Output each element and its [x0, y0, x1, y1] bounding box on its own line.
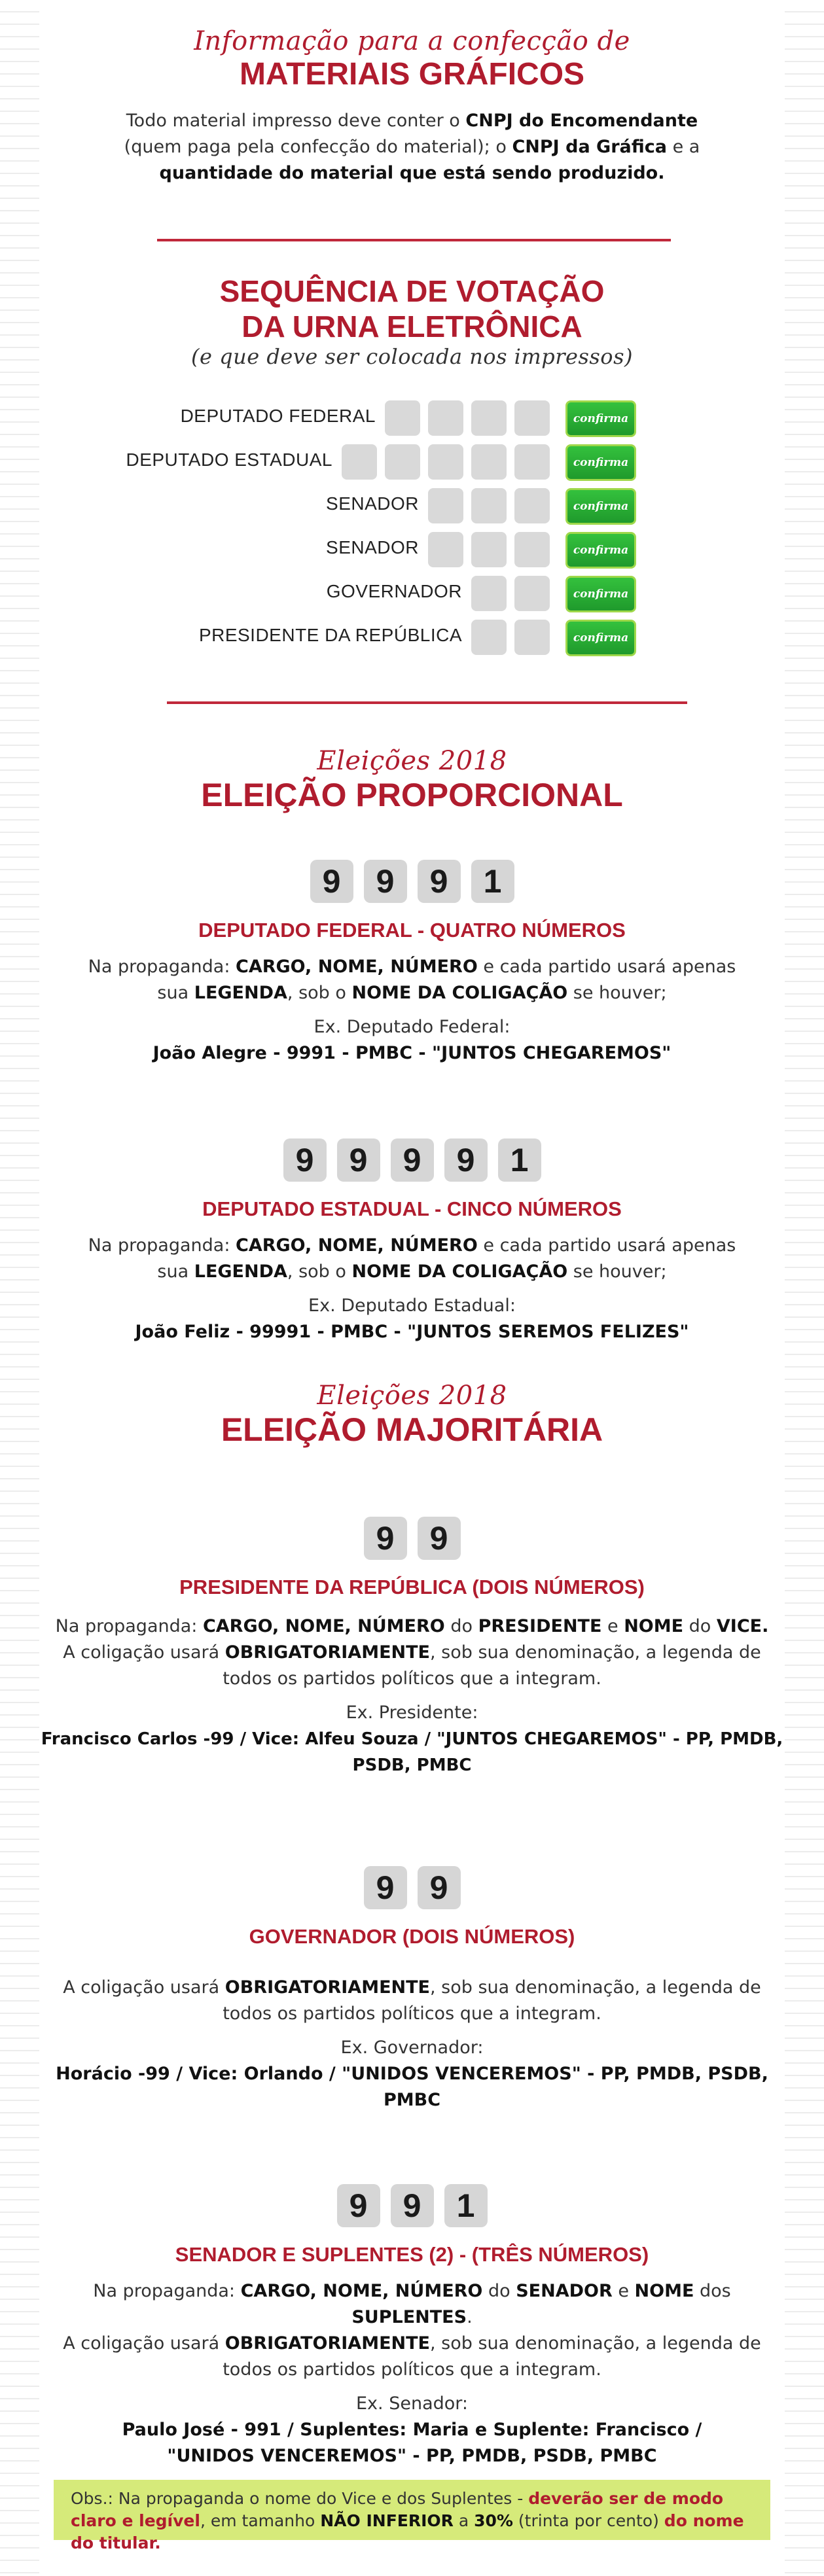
governador-block	[39, 1866, 785, 2113]
confirma-button: confirma	[565, 400, 636, 437]
number-slot	[471, 400, 507, 436]
number-digit: 9	[364, 1517, 407, 1560]
urna-office-label: PRESIDENTE DA REPÚBLICA	[198, 625, 462, 645]
number-slot	[428, 444, 463, 480]
estadual-digits	[39, 1138, 785, 1182]
number-slot	[471, 488, 507, 523]
intro-text: e a	[667, 137, 700, 157]
governador-description: A coligação usará OBRIGATORIAMENTE, sob sua denominação, a legenda de todos os partidos políticos que a integram.	[63, 1977, 761, 2024]
urna-row	[39, 444, 785, 481]
estadual-description: Na propaganda: CARGO, NOME, NÚMERO e cada partido usará apenas sua LEGENDA, sob o NOME DA COLIGAÇÃO se houver;	[88, 1235, 736, 1282]
proporcional-script: Eleições 2018	[317, 746, 507, 776]
observation-note: Obs.: Na propaganda o nome do Vice e dos Suplentes - deverão ser de modo claro e legível, em tamanho NÃO INFERIOR a 30% (trinta por cento) do nome do titular.	[54, 2480, 770, 2540]
federal-example-label: Ex. Deputado Federal:	[313, 1017, 511, 1037]
number-digit: 1	[471, 860, 514, 903]
urna-office-label: GOVERNADOR	[326, 581, 462, 601]
governador-example: Horácio -99 / Vice: Orlando / "UNIDOS VENCEREMOS" - PP, PMDB, PSDB, PMBC	[56, 2064, 768, 2110]
presidente-example-label: Ex. Presidente:	[346, 1703, 478, 1723]
document-page	[39, 0, 785, 2576]
presidente-description: Na propaganda: CARGO, NOME, NÚMERO do PRESIDENTE e NOME do VICE. A coligação usará OBRIGATORIAMENTE, sob sua denominação, a legenda de todos os partidos políticos que a integram.	[55, 1616, 769, 1689]
proporcional-title: ELEIÇÃO PROPORCIONAL	[201, 777, 623, 813]
senador-example-label: Ex. Senador:	[356, 2393, 468, 2414]
urna-section	[39, 273, 785, 369]
number-slot	[471, 576, 507, 611]
senador-heading: SENADOR E SUPLENTES (2) - (TRÊS NÚMEROS)	[175, 2243, 649, 2266]
number-slot	[514, 444, 550, 480]
page-title: MATERIAIS GRÁFICOS	[239, 57, 585, 92]
number-digit: 9	[444, 1138, 488, 1182]
estadual-heading: DEPUTADO ESTADUAL - CINCO NÚMEROS	[202, 1197, 622, 1220]
senador-digits	[39, 2184, 785, 2227]
confirma-button: confirma	[565, 488, 636, 525]
number-digit: 9	[391, 2184, 434, 2227]
urna-office-label: DEPUTADO ESTADUAL	[126, 450, 332, 470]
senador-example-2: "UNIDOS VENCEREMOS" - PP, PMDB, PSDB, PMBC	[167, 2446, 657, 2466]
urna-subtitle: (e que deve ser colocada nos impressos)	[191, 344, 633, 369]
proporcional-header	[39, 746, 785, 814]
number-slot	[428, 400, 463, 436]
urna-office-label: DEPUTADO FEDERAL	[180, 406, 376, 426]
intro-text: Todo material impresso deve conter o	[126, 111, 466, 131]
urna-row	[39, 576, 785, 612]
estadual-example: João Feliz - 99991 - PMBC - "JUNTOS SEREMOS FELIZES"	[135, 1322, 689, 1342]
majoritaria-header	[39, 1381, 785, 1449]
governador-heading: GOVERNADOR (DOIS NÚMEROS)	[249, 1925, 575, 1948]
number-slot	[385, 444, 420, 480]
number-slot	[385, 400, 420, 436]
number-slot	[342, 444, 377, 480]
number-slot	[471, 444, 507, 480]
header-script-title: Informação para a confecção de	[194, 26, 630, 56]
intro-quantidade: quantidade do material que está sendo produzido.	[159, 163, 665, 183]
number-slot	[514, 620, 550, 655]
divider	[157, 239, 671, 241]
intro-cnpj-grafica: CNPJ da Gráfica	[512, 137, 667, 157]
confirma-button: confirma	[565, 576, 636, 612]
majoritaria-script: Eleições 2018	[317, 1381, 507, 1411]
number-digit: 9	[364, 1866, 407, 1909]
federal-description: Na propaganda: CARGO, NOME, NÚMERO e cada partido usará apenas sua LEGENDA, sob o NOME DA COLIGAÇÃO se houver;	[88, 957, 736, 1003]
deputado-federal-block	[39, 860, 785, 1067]
number-digit: 9	[337, 1138, 380, 1182]
number-digit: 9	[310, 860, 353, 903]
header-intro	[39, 108, 785, 186]
senador-block	[39, 2184, 785, 2469]
number-slot	[514, 532, 550, 567]
number-digit: 1	[498, 1138, 541, 1182]
intro-text: (quem paga pela confecção do material); o	[124, 137, 512, 157]
urna-row	[39, 400, 785, 437]
governador-digits	[39, 1866, 785, 1909]
senador-description: Na propaganda: CARGO, NOME, NÚMERO do SENADOR e NOME dos SUPLENTES. A coligação usará OBRIGATORIAMENTE, sob sua denominação, a legenda de todos os partidos políticos que a integram.	[63, 2281, 761, 2380]
urna-office-label: SENADOR	[326, 537, 419, 557]
divider	[167, 701, 687, 704]
number-slot	[514, 576, 550, 611]
deputado-estadual-block	[39, 1138, 785, 1345]
presidente-digits	[39, 1517, 785, 1560]
urna-office-label: SENADOR	[326, 493, 419, 514]
number-slot	[428, 532, 463, 567]
urna-row	[39, 532, 785, 569]
estadual-example-label: Ex. Deputado Estadual:	[308, 1296, 516, 1316]
urna-sequence	[39, 400, 785, 675]
presidente-block	[39, 1517, 785, 1778]
number-digit: 9	[364, 860, 407, 903]
federal-example: João Alegre - 9991 - PMBC - "JUNTOS CHEGAREMOS"	[152, 1043, 672, 1063]
urna-title-2: DA URNA ELETRÔNICA	[242, 309, 582, 344]
urna-title-1: SEQUÊNCIA DE VOTAÇÃO	[219, 274, 605, 308]
urna-row	[39, 620, 785, 656]
presidente-heading: PRESIDENTE DA REPÚBLICA (DOIS NÚMEROS)	[179, 1576, 645, 1598]
number-slot	[514, 400, 550, 436]
number-slot	[428, 488, 463, 523]
majoritaria-title: ELEIÇÃO MAJORITÁRIA	[221, 1411, 603, 1448]
number-digit: 1	[444, 2184, 488, 2227]
number-digit: 9	[418, 1517, 461, 1560]
confirma-button: confirma	[565, 620, 636, 656]
number-digit: 9	[391, 1138, 434, 1182]
header	[39, 26, 785, 186]
confirma-button: confirma	[565, 444, 636, 481]
presidente-example: Francisco Carlos -99 / Vice: Alfeu Souza / "JUNTOS CHEGAREMOS" - PP, PMDB, PSDB, PMBC	[41, 1729, 783, 1775]
federal-digits	[39, 860, 785, 903]
number-slot	[471, 532, 507, 567]
number-digit: 9	[337, 2184, 380, 2227]
intro-cnpj-encomendante: CNPJ do Encomendante	[465, 111, 698, 131]
number-slot	[514, 488, 550, 523]
federal-heading: DEPUTADO FEDERAL - QUATRO NÚMEROS	[198, 919, 626, 942]
number-digit: 9	[283, 1138, 327, 1182]
number-digit: 9	[418, 1866, 461, 1909]
number-digit: 9	[418, 860, 461, 903]
number-slot	[471, 620, 507, 655]
senador-example-1: Paulo José - 991 / Suplentes: Maria e Suplente: Francisco /	[122, 2420, 702, 2440]
urna-row	[39, 488, 785, 525]
confirma-button: confirma	[565, 532, 636, 569]
governador-example-label: Ex. Governador:	[340, 2038, 484, 2058]
